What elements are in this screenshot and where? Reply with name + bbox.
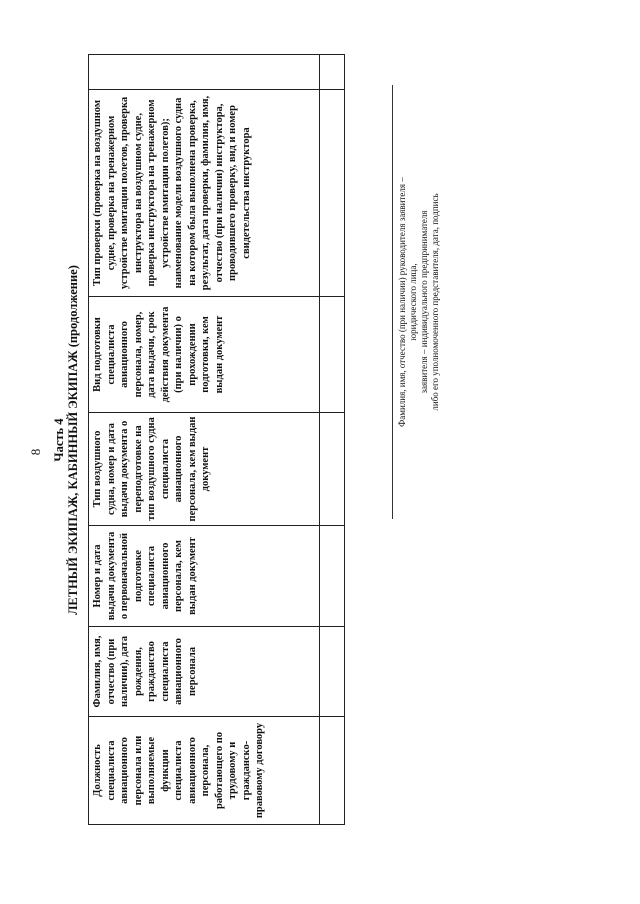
table-row xyxy=(320,55,345,825)
page-number: 8 xyxy=(28,448,43,456)
signature-caption-line: заявителя – индивидуального предпринимателя xyxy=(419,210,429,394)
signature-caption-line: либо его уполномоченного представителя, дата, подпись xyxy=(430,193,440,411)
table-cell xyxy=(320,627,345,717)
table-cell xyxy=(320,717,345,825)
table-cell xyxy=(320,526,345,627)
crew-table xyxy=(88,54,345,825)
table-cell xyxy=(320,297,345,413)
table-cell xyxy=(320,90,345,297)
signature-caption-line: юридического лица, xyxy=(408,263,418,341)
signature-caption xyxy=(397,85,441,519)
section-title: ЛЕТНЫЙ ЭКИПАЖ, КАБИННЫЙ ЭКИПАЖ (продолжение) xyxy=(66,265,80,615)
column-header-training-type: Вид подготовки специалиста авиационного персонала, номер, дата выдачи, срок действия документа (при наличии) о прохождении подготовки, кем выдан документ xyxy=(89,297,320,413)
column-header-full-name: Фамилия, имя, отчество (при наличии), дата рождения, гражданство специалиста авиационного персонала xyxy=(89,627,320,717)
column-header-initial-training: Номер и дата выдачи документа о первоначальной подготовке специалиста авиационного персонала, кем выдан документ xyxy=(89,526,320,627)
table-cell xyxy=(320,55,345,90)
table-header-row xyxy=(89,55,320,825)
signature-caption-line: Фамилия, имя, отчество (при наличии) руководителя заявителя – xyxy=(397,177,407,427)
column-header-position: Должность специалиста авиационного персонала или выполняемые функции специалиста авиационного персонала, работающего по трудовому и гражданско-правовому договору xyxy=(89,717,320,825)
table-cell xyxy=(320,413,345,526)
rotated-page-content xyxy=(52,55,592,825)
part-title: Часть 4 xyxy=(52,418,66,462)
column-header-empty xyxy=(89,55,320,90)
signature-line xyxy=(392,85,393,519)
column-header-type-rating: Тип воздушного судна, номер и дата выдачи документа о переподготовке на тип воздушного судна специалиста авиационного персонала, кем выдан документ xyxy=(89,413,320,526)
column-header-check-type: Тип проверки (проверка на воздушном судне, проверка на тренажерном устройстве имитации полетов, проверка инструктора на воздушном судне, проверка инструктора на тренажерном устройстве имитации полетов); наименование модели воздушного судна на котором была выполнена проверка, результат, дата проверки, фамилия, имя, отчество (при наличии) инструктора, проводившего проверку, вид и номер свидетельства инструктора xyxy=(89,90,320,297)
